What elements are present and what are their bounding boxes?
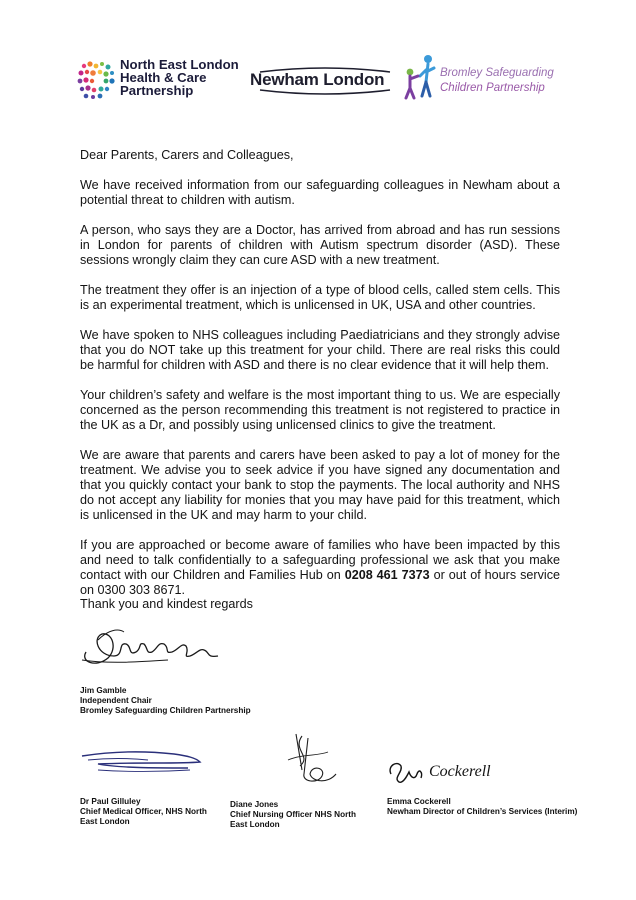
paragraph: We have received information from our safeguarding colleagues in Newham about a potential threat to children with autism. <box>80 178 560 207</box>
signatory-emma-cockerell: Emma Cockerell Newham Director of Children’s Services (Interim) <box>387 797 578 816</box>
header-logos <box>76 46 576 112</box>
signature-emma-cockerell <box>385 752 515 788</box>
signature-emma-text: Cockerell <box>429 763 491 780</box>
nel-logo-text: North East London Health & Care Partnership <box>120 57 239 98</box>
paragraph: We are aware that parents and carers have been asked to pay a lot of money for the treatment. We advise you to seek advice if you have signed any documentation and that you quickly contact your bank to stop the payments. The local authority and NHS do not accept any liability for monies that you may have paid for this treatment, which is unlicensed in the UK and may harm to your child. <box>80 448 560 522</box>
bromley-figures-icon <box>398 54 438 100</box>
letter-body <box>80 148 560 613</box>
contact-phone: 0208 461 7373 <box>344 568 430 582</box>
signature-paul-gilluley <box>78 742 208 778</box>
signatory-jim-gamble: Jim Gamble Independent Chair Bromley Safeguarding Children Partnership <box>80 686 251 715</box>
bromley-logo <box>394 54 569 104</box>
newham-logo <box>250 66 400 102</box>
signatory-diane-jones: Diane Jones Chief Nursing Officer NHS North East London <box>230 800 357 829</box>
paragraph: We have spoken to NHS colleagues including Paediatricians and they strongly advise that you do NOT take up this treatment for your child. There are real risks this could be harmful for children with ASD and there is no clear evidence that it will help them. <box>80 328 560 372</box>
contact-text-after: or out of hours service on 0300 303 8671. <box>80 568 560 597</box>
paragraph: The treatment they offer is an injection of a type of blood cells, called stem cells. This is an experimental treatment, which is unlicensed in UK, USA and other countries. <box>80 283 560 312</box>
paragraph: Your children’s safety and welfare is the most important thing to us. We are especially concerned as the person recommending this treatment is not registered to practice in the UK as a Dr, and possibly using unlicensed clinics to give the treatment. <box>80 388 560 432</box>
paragraph: A person, who says they are a Doctor, has arrived from abroad and has run sessions in London for parents of children with Autism spectrum disorder (ASD). These sessions wrongly claim they can cure ASD with a new treatment. <box>80 223 560 267</box>
signature-diane-jones <box>282 730 342 792</box>
nel-dots-icon <box>76 60 120 100</box>
contact-paragraph <box>80 538 560 598</box>
nel-logo <box>76 58 246 102</box>
signature-jim-gamble <box>78 622 228 674</box>
bromley-logo-text: Bromley Safeguarding Children Partnership <box>440 67 554 94</box>
newham-logo-text: Newham London <box>250 70 385 89</box>
salutation: Dear Parents, Carers and Colleagues, <box>80 148 294 162</box>
signatory-paul-gilluley: Dr Paul Gilluley Chief Medical Officer, NHS North East London <box>80 797 207 826</box>
closing: Thank you and kindest regards <box>80 597 253 611</box>
contact-text: If you are approached or become aware of families who have been impacted by this and need to talk confidentially to a safeguarding professional we ask that you make contact with our Children and Families Hub on <box>80 538 560 582</box>
